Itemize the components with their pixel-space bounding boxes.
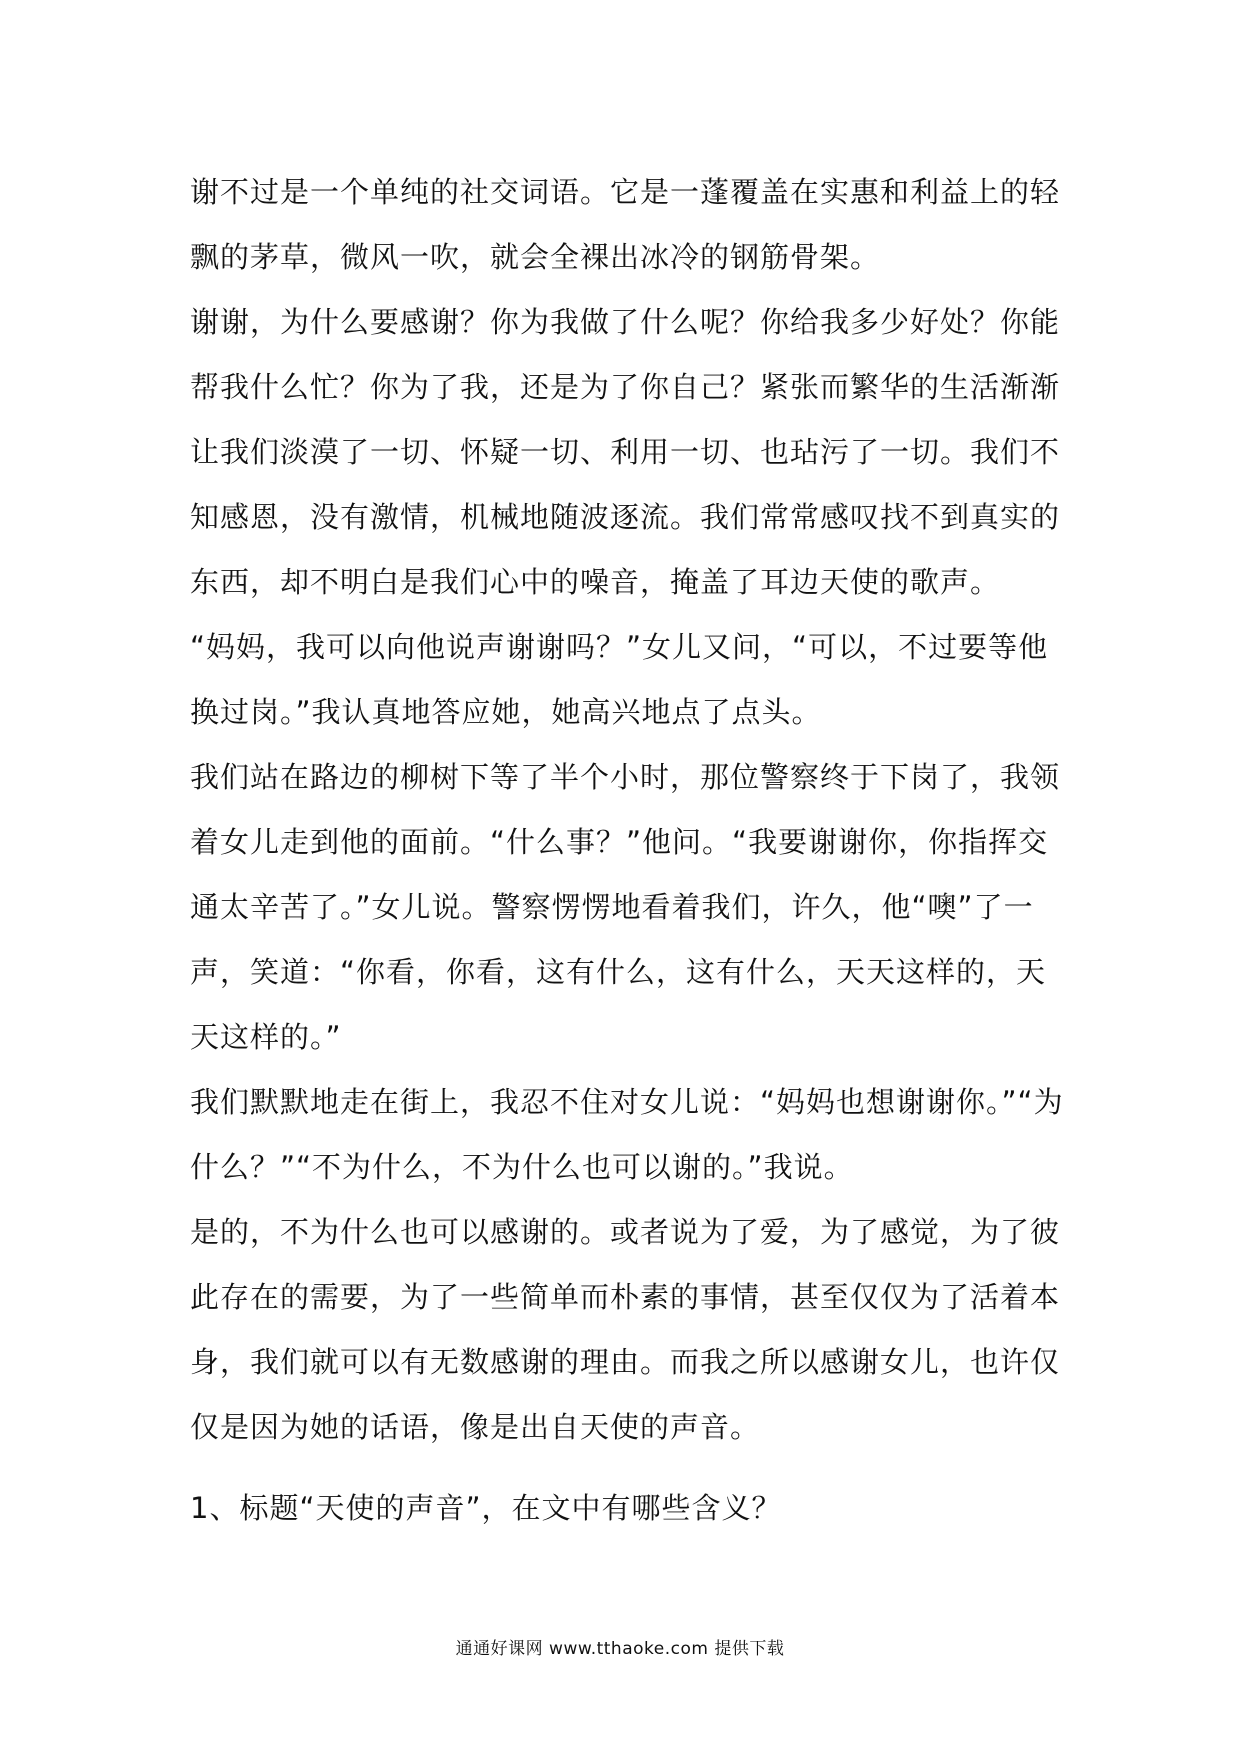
article-body bbox=[190, 160, 1070, 1460]
paragraph: 是的，不为什么也可以感谢的。或者说为了爱，为了感觉，为了彼此存在的需要，为了一些简单而朴素的事情，甚至仅仅为了活着本身，我们就可以有无数感谢的理由。而我之所以感谢女儿，也许仅仅是因为她的话语，像是出自天使的声音。 bbox=[190, 1215, 1061, 1444]
paragraph: 谢谢，为什么要感谢？你为我做了什么呢？你给我多少好处？你能帮我什么忙？你为了我，还是为了你自己？紧张而繁华的生活渐渐让我们淡漠了一切、怀疑一切、利用一切、也玷污了一切。我们不知感恩，没有激情，机械地随波逐流。我们常常感叹找不到真实的东西，却不明白是我们心中的噪音，掩盖了耳边天使的歌声。 bbox=[190, 305, 1061, 599]
question-1: 1、标题“天使的声音”，在文中有哪些含义？ bbox=[190, 1491, 782, 1525]
page-footer: 通通好课网 www.tthaoke.com 提供下载 bbox=[455, 1639, 785, 1659]
paragraph: 我们默默地走在街上，我忍不住对女儿说：“妈妈也想谢谢你。”“为什么？”“不为什么，不为什么也可以谢的。”我说。 bbox=[190, 1085, 1064, 1184]
paragraph: “妈妈，我可以向他说声谢谢吗？”女儿又问，“可以，不过要等他换过岗。”我认真地答应她，她高兴地点了点头。 bbox=[190, 630, 1049, 729]
paragraph: 谢不过是一个单纯的社交词语。它是一蓬覆盖在实惠和利益上的轻飘的茅草，微风一吹，就会全裸出冰冷的钢筋骨架。 bbox=[190, 175, 1061, 274]
paragraph: 我们站在路边的柳树下等了半个小时，那位警察终于下岗了，我领着女儿走到他的面前。“什么事？”他问。“我要谢谢你，你指挥交通太辛苦了。”女儿说。警察愣愣地看着我们，许久，他“噢”了一声，笑道：“你看，你看，这有什么，这有什么，天天这样的，天天这样的。” bbox=[190, 760, 1061, 1054]
